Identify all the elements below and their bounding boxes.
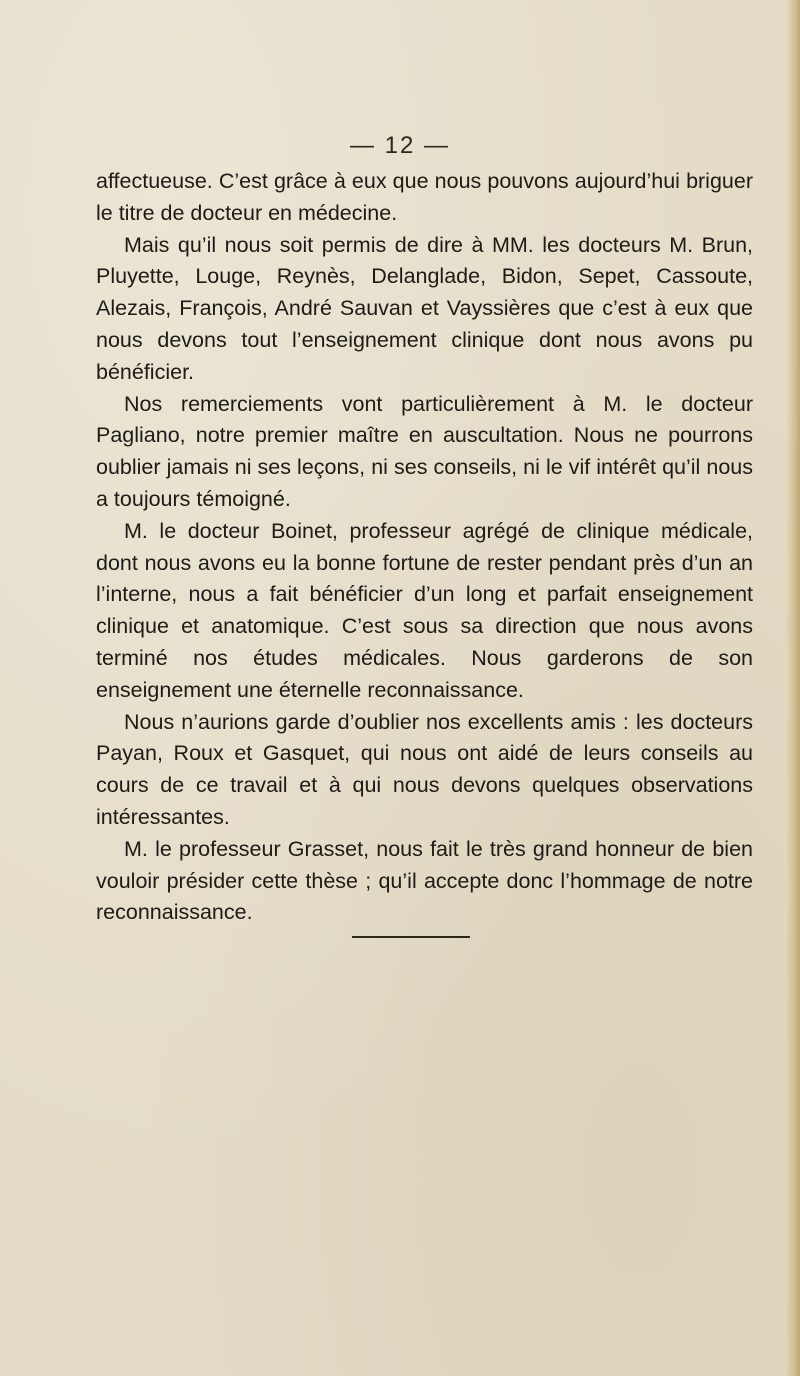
page-number: — 12 —	[349, 132, 451, 159]
paragraph-continuation: affectueuse. C’est grâce à eux que nous pouvons aujourd’hui briguer le titre de docteur en médecine.	[96, 169, 753, 225]
paragraph-grasset: M. le professeur Grasset, nous fait le très grand honneur de bien vouloir présider cette thèse ; qu’il accepte donc l’hommage de notre reconnaissance.	[96, 836, 753, 925]
body-text	[96, 166, 753, 929]
paragraph-friends: Nous n’aurions garde d’oublier nos excellents amis : les docteurs Payan, Roux et Gasquet, qui nous ont aidé de leurs conseils au cours de ce travail et à qui nous devons quelques observations intéressantes.	[96, 709, 753, 829]
page-edge-shadow	[786, 0, 800, 1376]
paragraph-pagliano: Nos remerciements vont particulièrement à M. le docteur Pagliano, notre premier maître en auscultation. Nous ne pourrons oublier jamais ni ses leçons, ni ses conseils, ni le vif intérêt qu’il nous a toujours témoigné.	[96, 391, 753, 511]
paragraph-boinet: M. le docteur Boinet, professeur agrégé de clinique médicale, dont nous avons eu la bonne fortune de rester pendant près d’un an l’interne, nous a fait bénéficier d’un long et parfait enseignement clinique et anatomique. C’est sous sa direction que nous avons terminé nos études médicales. Nous garderons de son enseignement une éternelle reconnaissance.	[96, 518, 753, 702]
paragraph-doctors-thanks: Mais qu’il nous soit permis de dire à MM. les docteurs M. Brun, Pluyette, Louge, Reynès, Delanglade, Bidon, Sepet, Cassoute, Alezais, François, André Sauvan et Vayssières que c’est à eux que nous devons tout l’enseignement clinique dont nous avons pu bénéficier.	[96, 232, 753, 384]
closing-divider	[352, 936, 470, 938]
